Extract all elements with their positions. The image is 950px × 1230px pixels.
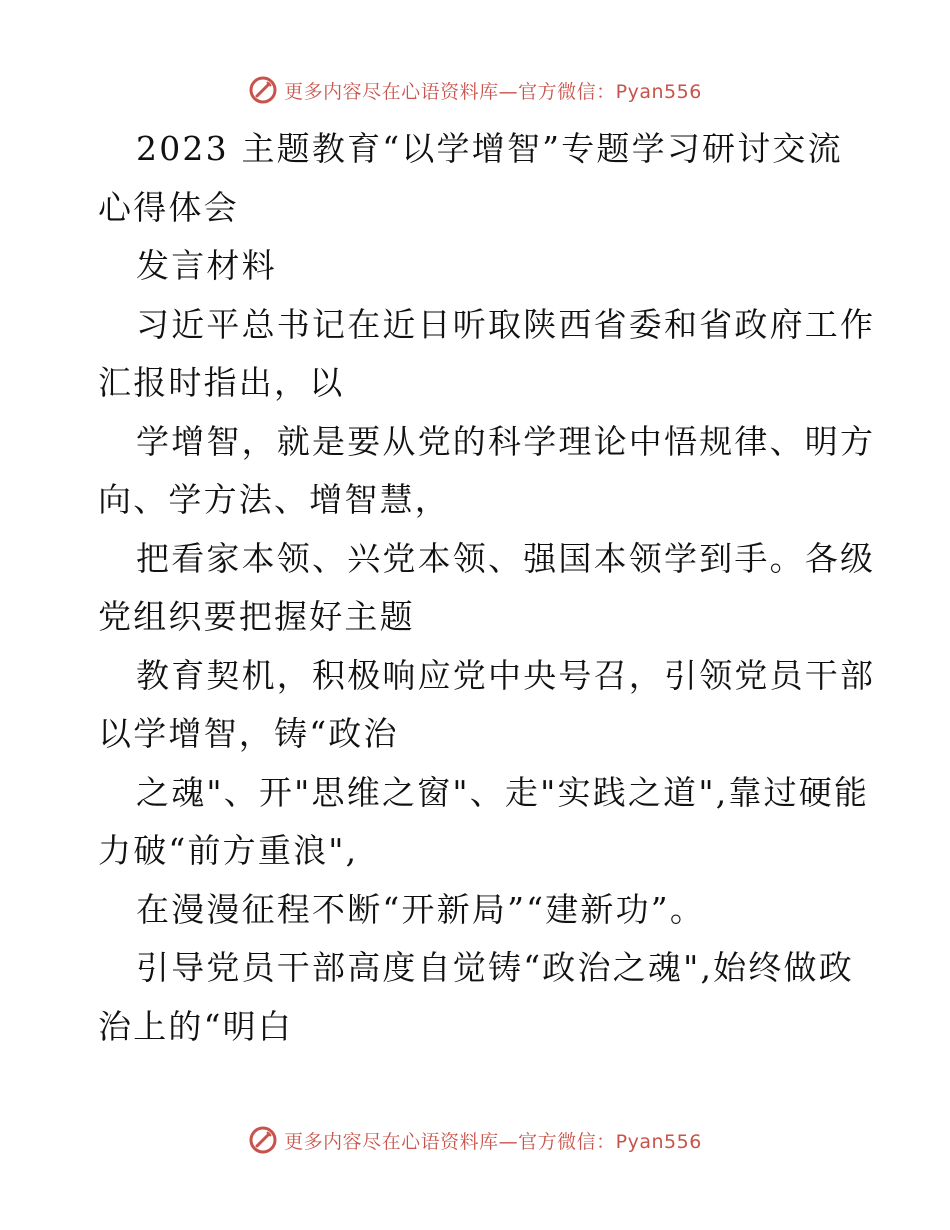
paragraph-line: 在漫漫征程不断“开新局”“建新功”。 — [136, 889, 706, 929]
pen-logo-icon — [248, 75, 278, 105]
document-body — [98, 120, 876, 1056]
paragraph-line: 向、学方法、增智慧， — [98, 480, 450, 519]
subtitle-line: 发言材料 — [136, 246, 277, 285]
footer-banner — [0, 1122, 950, 1158]
title-line-1: 2023 主题教育“以学增智”专题学习研讨交流 — [136, 129, 843, 168]
paragraph-line: 引导党员干部高度自觉铸“政治之魂",始终做政 — [136, 948, 854, 987]
paragraph-line: 党组织要把握好主题 — [98, 597, 415, 636]
header-banner-text: 更多内容尽在心语资料库—官方微信：Pyan556 — [284, 80, 702, 103]
paragraph-line: 之魂"、开"思维之窗"、走"实践之道",靠过硬能 — [136, 772, 870, 812]
paragraph-line: 教育契机，积极响应党中央号召，引领党员干部 — [136, 655, 876, 695]
pen-logo-icon — [248, 1125, 278, 1155]
paragraph-line: 力破“前方重浪", — [98, 831, 359, 870]
paragraph-line: 习近平总书记在近日听取陕西省委和省政府工作 — [136, 304, 876, 344]
title-line-2: 心得体会 — [98, 187, 239, 227]
paragraph-line: 把看家本领、兴党本领、强国本领学到手。各级 — [136, 538, 876, 578]
paragraph-line: 以学增智，铸“政治 — [98, 714, 399, 753]
header-banner — [0, 72, 950, 108]
paragraph-line: 汇报时指出，以 — [98, 363, 345, 402]
footer-banner-text: 更多内容尽在心语资料库—官方微信：Pyan556 — [284, 1130, 702, 1153]
paragraph-line: 治上的“明白 — [98, 1006, 294, 1046]
paragraph-line: 学增智，就是要从党的科学理论中悟规律、明方 — [136, 421, 876, 461]
